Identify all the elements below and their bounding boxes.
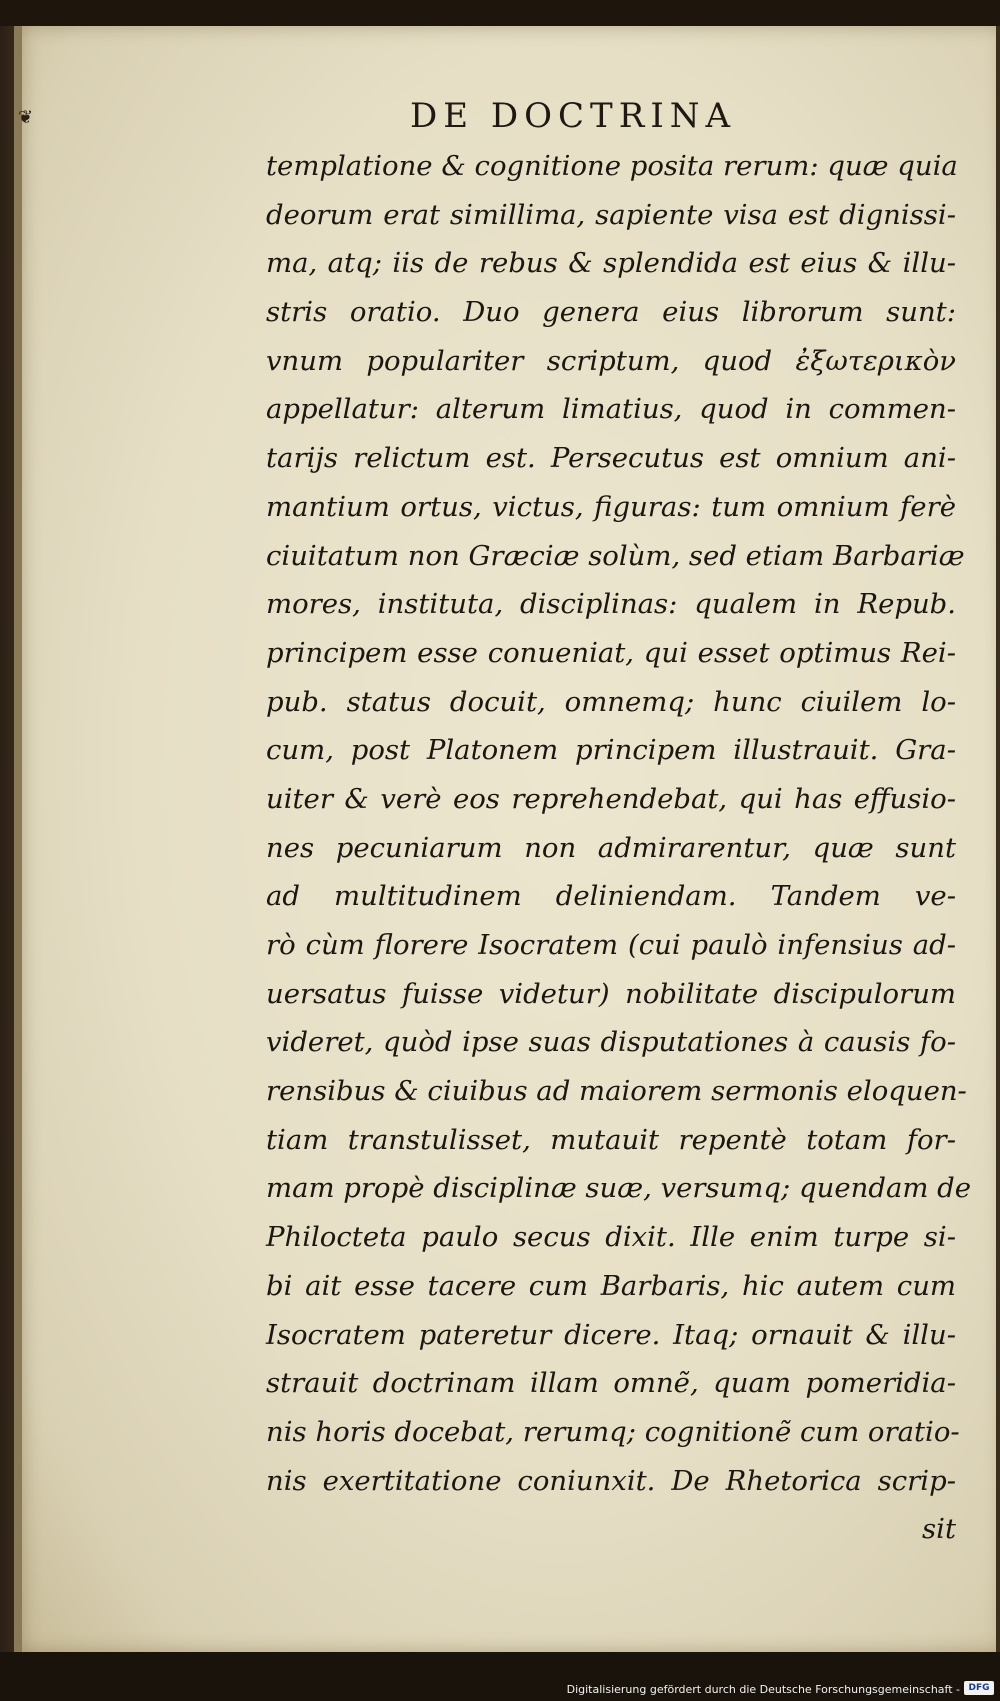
text-line: Philocteta paulo secus dixit. Ille enim turpe si- — [266, 1221, 956, 1254]
text-line: uersatus fuisse videtur) nobilitate discipulorum — [266, 977, 956, 1010]
top-margin-shadow — [0, 0, 1000, 26]
digitization-credit: Digitalisierung gefördert durch die Deutsche Forschungsgemeinschaft - — [566, 1683, 960, 1696]
text-line: rò cùm florere Isocratem (cui paulò infensius ad- — [266, 929, 956, 961]
text-line: deorum erat simillima, sapiente visa est dignissi- — [266, 198, 956, 231]
text-line: vnum populariter scriptum, quod ἐξωτερικὸν — [266, 344, 956, 377]
text-line: nis horis docebat, rerumq; cognitionẽ cum oratio- — [266, 1415, 960, 1448]
catchword: sit — [922, 1513, 956, 1546]
text-line: Isocratem pateretur dicere. Itaq; ornauit & illu- — [266, 1318, 956, 1351]
text-line: appellatur: alterum limatius, quod in commen- — [266, 393, 956, 426]
text-line: nes pecuniarum non admirarentur, quæ sunt — [266, 831, 956, 864]
text-line: rensibus & ciuibus ad maiorem sermonis eloquen- — [266, 1075, 967, 1108]
body-text — [266, 142, 972, 1554]
text-line: mores, instituta, disciplinas: qualem in Repub. — [266, 588, 956, 621]
text-line: bi ait esse tacere cum Barbaris, hic autem cum — [266, 1269, 956, 1302]
text-line: videret, quòd ipse suas disputationes à causis fo- — [266, 1026, 956, 1059]
text-line: stris oratio. Duo genera eius librorum sunt: — [266, 296, 956, 329]
text-line: mantium ortus, victus, figuras: tum omnium ferè — [266, 490, 956, 523]
page-edge — [996, 26, 1000, 1652]
text-line: strauit doctrinam illam omnẽ, quam pomeridia- — [266, 1367, 956, 1400]
ornament-icon: ❦ — [18, 107, 34, 128]
text-line: tiam transtulisset, mutauit repentè totam for- — [266, 1123, 956, 1156]
text-line: cum, post Platonem principem illustrauit. Gra- — [266, 734, 956, 767]
text-line: principem esse conueniat, qui esset optimus Rei- — [266, 636, 956, 669]
text-line: pub. status docuit, omnemq; hunc ciuilem lo- — [266, 685, 956, 718]
text-line: ma, atq; iis de rebus & splendida est eius & illu- — [266, 247, 956, 280]
text-line: mam propè disciplinæ suæ, versumq; quendam de — [266, 1172, 972, 1205]
text-line: ciuitatum non Græciæ solùm, sed etiam Barbariæ — [266, 539, 965, 572]
dfg-logo: DFG — [964, 1681, 994, 1695]
text-line: tarijs relictum est. Persecutus est omnium ani- — [266, 442, 956, 475]
text-line: nis exertitatione coniunxit. De Rhetorica scrip- — [266, 1464, 956, 1497]
text-line: ad multitudinem deliniendam. Tandem ve- — [266, 880, 956, 913]
running-head: DE DOCTRINA — [410, 96, 737, 136]
text-line: templatione & cognitione posita rerum: quæ quia — [266, 150, 958, 182]
text-line: uiter & verè eos reprehendebat, qui has effusio- — [266, 782, 956, 815]
